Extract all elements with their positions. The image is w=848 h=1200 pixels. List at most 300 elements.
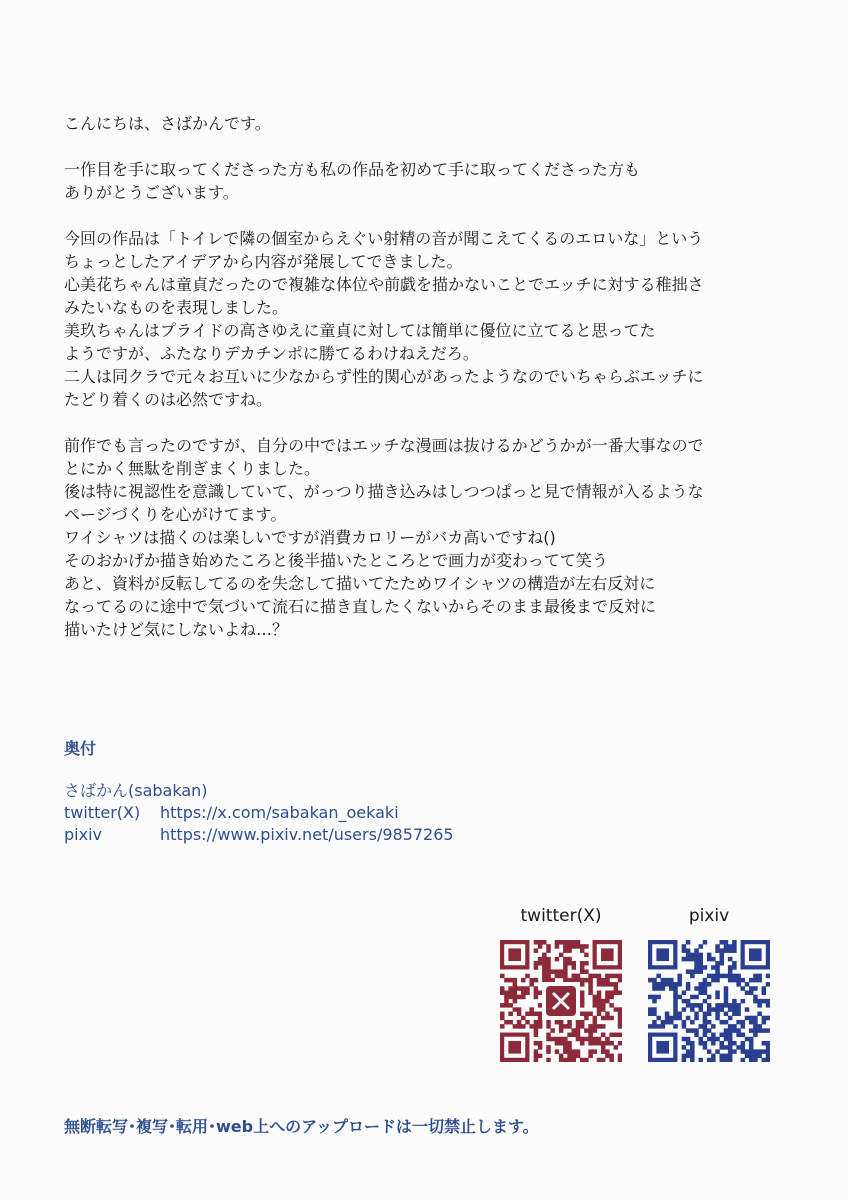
qr-module [534, 995, 539, 1000]
qr-module [521, 1016, 526, 1021]
qr-module [605, 974, 610, 979]
qr-module [694, 969, 699, 974]
qr-module [766, 974, 770, 979]
qr-module [609, 1054, 614, 1059]
qr-module [567, 1020, 572, 1025]
qr-module [682, 1007, 687, 1012]
qr-module [517, 1007, 522, 1012]
qr-module [555, 1049, 560, 1054]
qr-module [724, 1045, 729, 1050]
qr-module [690, 974, 695, 979]
qr-module [762, 1016, 767, 1021]
qr-module [694, 965, 699, 970]
qr-module [690, 1045, 695, 1050]
qr-module [576, 1054, 581, 1059]
qr-module [546, 961, 551, 966]
paragraph-line: なってるのに途中で気づいて流石に描き直したくないからそのまま最後まで反対に [64, 597, 657, 616]
paragraph-line: とにかく無駄を削ぎまくりました。 [64, 459, 321, 478]
qr-module [703, 999, 708, 1004]
qr-module [572, 974, 577, 979]
qr-module [741, 1033, 746, 1038]
qr-module [686, 1037, 691, 1042]
qr-module [757, 1028, 762, 1033]
qr-module [508, 1012, 513, 1017]
qr-module [580, 1024, 585, 1029]
qr-module [618, 1024, 622, 1029]
qr-module [749, 1049, 754, 1054]
qr-module [703, 986, 708, 991]
qr-module [580, 969, 585, 974]
qr-module [745, 990, 750, 995]
qr-module [724, 995, 729, 1000]
qr-module [753, 1033, 758, 1038]
qr-module [673, 982, 678, 987]
qr-module [517, 995, 522, 1000]
qr-module [732, 1041, 737, 1046]
thanks-line: 一作目を手に取ってくださった方も私の作品を初めて手に取ってくださった方も [64, 160, 641, 179]
qr-module [720, 1054, 725, 1059]
qr-module [728, 965, 733, 970]
pixiv-row [64, 824, 454, 846]
qr-module [567, 1033, 572, 1038]
qr-module [597, 1037, 602, 1042]
thanks-line: ありがとうございます。 [64, 183, 239, 202]
qr-module [534, 1049, 539, 1054]
qr-module [572, 944, 577, 949]
qr-module [605, 999, 610, 1004]
qr-module [711, 974, 716, 979]
qr-module [576, 1033, 581, 1038]
qr-module [618, 1020, 622, 1025]
qr-module [703, 1012, 708, 1017]
qr-module [546, 948, 551, 953]
qr-module [525, 986, 530, 991]
qr-module [605, 1012, 610, 1017]
qr-module [618, 990, 622, 995]
qr-module [741, 1024, 746, 1029]
qr-module [728, 1003, 733, 1008]
qr-module [728, 969, 733, 974]
qr-module [601, 1024, 606, 1029]
qr-module [618, 1041, 622, 1046]
qr-module [525, 1012, 530, 1017]
qr-module [572, 1058, 577, 1062]
qr-module [753, 1024, 758, 1029]
qr-module [766, 1058, 770, 1062]
qr-module [661, 986, 666, 991]
qr-module [559, 1041, 564, 1046]
qr-module [567, 1049, 572, 1054]
qr-module [715, 1003, 720, 1008]
qr-module [690, 1058, 695, 1062]
qr-module [538, 1041, 543, 1046]
qr-module [715, 1049, 720, 1054]
qr-module [572, 1033, 577, 1038]
qr-module [703, 1045, 708, 1050]
qr-module [555, 940, 560, 945]
qr-module [609, 1016, 614, 1021]
qr-module [538, 957, 543, 962]
qr-module [618, 974, 622, 979]
qr-module [749, 1045, 754, 1050]
qr-module [588, 1049, 593, 1054]
qr-module [521, 995, 526, 1000]
qr-module [707, 957, 712, 962]
qr-module [757, 974, 762, 979]
qr-module [601, 1003, 606, 1008]
qr-module [724, 990, 729, 995]
qr-finder-core [656, 948, 669, 961]
qr-module [694, 1003, 699, 1008]
qr-module [508, 978, 513, 983]
qr-module [609, 1033, 614, 1038]
paragraph-line: たどり着くのは必然ですね。 [64, 390, 273, 409]
qr-module [580, 978, 585, 983]
paragraph-line: そのおかげか描き始めたころと後半描いたところとで画力が変わってて笑う [64, 551, 608, 570]
qr-module [593, 995, 598, 1000]
qr-module [690, 953, 695, 958]
qr-module [609, 974, 614, 979]
qr-module [572, 1028, 577, 1033]
qr-module [605, 982, 610, 987]
qr-module [593, 1037, 598, 1042]
qr-module [534, 986, 539, 991]
qr-module [720, 957, 725, 962]
pixiv-qr-code-icon[interactable] [648, 940, 770, 1062]
qr-module [753, 1049, 758, 1054]
qr-module [521, 986, 526, 991]
qr-module [757, 999, 762, 1004]
qr-module [724, 974, 729, 979]
qr-module [732, 1012, 737, 1017]
qr-module [753, 1058, 758, 1062]
qr-module [732, 944, 737, 949]
qr-module [593, 1003, 598, 1008]
qr-module [720, 1020, 725, 1025]
qr-module [513, 978, 518, 983]
qr-module [753, 995, 758, 1000]
qr-module [567, 944, 572, 949]
twitter-qr-label: twitter(X) [520, 906, 602, 926]
qr-module [698, 1007, 703, 1012]
qr-module [762, 1041, 767, 1046]
qr-module [665, 982, 670, 987]
qr-module [749, 1041, 754, 1046]
qr-module [661, 1024, 666, 1029]
qr-module [724, 1028, 729, 1033]
qr-module [762, 1020, 767, 1025]
qr-finder-core [508, 1041, 521, 1054]
qr-module [741, 1058, 746, 1062]
qr-module [728, 1058, 733, 1062]
qr-module [766, 1045, 770, 1050]
qr-module [686, 1003, 691, 1008]
qr-module [580, 1003, 585, 1008]
qr-module [682, 999, 687, 1004]
qr-module [576, 978, 581, 983]
paragraph-line: 二人は同クラで元々お互いに少なからず性的関心があったようなのでいちゃらぶエッチに [64, 367, 704, 386]
paragraph-line: 描いたけど気にしないよね…？ [64, 620, 289, 639]
qr-module [741, 1049, 746, 1054]
qr-module [601, 1007, 606, 1012]
qr-module [677, 1016, 682, 1021]
qr-module [715, 990, 720, 995]
qr-module [703, 1024, 708, 1029]
qr-module [656, 974, 661, 979]
qr-module [652, 995, 657, 1000]
qr-module [724, 940, 729, 945]
qr-module [665, 1020, 670, 1025]
qr-module [521, 990, 526, 995]
qr-module [513, 999, 518, 1004]
qr-module [609, 1003, 614, 1008]
paragraph-line: ようですが、ふたなりデカチンポに勝てるわけねえだろ。 [64, 344, 479, 363]
qr-module [609, 1058, 614, 1062]
qr-module [580, 944, 585, 949]
qr-module [690, 1041, 695, 1046]
qr-module [694, 953, 699, 958]
qr-module [707, 1007, 712, 1012]
qr-module [614, 982, 619, 987]
qr-module [707, 953, 712, 958]
qr-module [762, 986, 767, 991]
qr-module [707, 995, 712, 1000]
qr-module [529, 1007, 534, 1012]
qr-module [690, 1054, 695, 1059]
qr-module [588, 978, 593, 983]
qr-module [711, 978, 716, 983]
qr-module [703, 940, 708, 945]
qr-module [694, 1028, 699, 1033]
pixiv-label: pixiv [64, 825, 102, 844]
twitter-qr-code-icon[interactable] [500, 940, 622, 1062]
paragraph-line: 後は特に視認性を意識していて、がっつり描き込みはしつつぱっと見で情報が入るような [64, 482, 704, 501]
qr-module [673, 995, 678, 1000]
qr-module [614, 1033, 619, 1038]
qr-module [690, 1003, 695, 1008]
qr-module [580, 995, 585, 1000]
qr-module [513, 1007, 518, 1012]
qr-module [728, 944, 733, 949]
qr-module [677, 1012, 682, 1017]
qr-module [563, 957, 568, 962]
qr-module [563, 978, 568, 983]
qr-module [703, 1041, 708, 1046]
qr-module [703, 990, 708, 995]
qr-module [567, 961, 572, 966]
qr-module [580, 1058, 585, 1062]
qr-module [588, 1012, 593, 1017]
qr-module [609, 1041, 614, 1046]
qr-module [546, 1058, 551, 1062]
qr-module [559, 953, 564, 958]
qr-module [749, 978, 754, 983]
qr-module [707, 1058, 712, 1062]
qr-module [732, 940, 737, 945]
qr-module [534, 1041, 539, 1046]
qr-module [707, 1012, 712, 1017]
qr-module [762, 1049, 767, 1054]
qr-module [665, 1012, 670, 1017]
qr-module [525, 974, 530, 979]
qr-module [661, 1020, 666, 1025]
qr-module [698, 969, 703, 974]
qr-module [715, 974, 720, 979]
qr-module [555, 1041, 560, 1046]
qr-module [711, 1037, 716, 1042]
qr-module [720, 953, 725, 958]
qr-module [694, 961, 699, 966]
paragraph-line: ワイシャツは描くのは楽しいですが消費カロリーがバカ高いですね() [64, 528, 556, 547]
qr-module [753, 974, 758, 979]
qr-module [555, 974, 560, 979]
qr-module [682, 944, 687, 949]
qr-module [538, 1054, 543, 1059]
qr-module [698, 982, 703, 987]
qr-module [550, 1037, 555, 1042]
qr-module [757, 1024, 762, 1029]
qr-module [703, 978, 708, 983]
qr-module [720, 974, 725, 979]
qr-module [580, 961, 585, 966]
qr-module [724, 944, 729, 949]
qr-module [576, 1020, 581, 1025]
colophon [64, 738, 454, 846]
qr-module [715, 944, 720, 949]
qr-module [567, 940, 572, 945]
qr-module [732, 965, 737, 970]
qr-module [736, 978, 741, 983]
twitter-row [64, 802, 454, 824]
qr-module [601, 978, 606, 983]
qr-module [707, 1037, 712, 1042]
qr-module [749, 986, 754, 991]
qr-module [732, 961, 737, 966]
qr-module [652, 999, 657, 1004]
qr-module [732, 1049, 737, 1054]
qr-module [614, 990, 619, 995]
qr-module [749, 1054, 754, 1059]
qr-module [517, 1020, 522, 1025]
qr-module [618, 1054, 622, 1059]
qr-module [661, 982, 666, 987]
qr-module [576, 974, 581, 979]
qr-module [724, 1012, 729, 1017]
qr-module [682, 990, 687, 995]
qr-finder-core [656, 1041, 669, 1054]
qr-module [715, 965, 720, 970]
qr-module [538, 990, 543, 995]
qr-module [555, 957, 560, 962]
qr-module [757, 978, 762, 983]
qr-module [736, 1033, 741, 1038]
qr-module [652, 1012, 657, 1017]
qr-module [563, 1045, 568, 1050]
qr-module [686, 957, 691, 962]
paragraph-line: みたいなものを表現しました。 [64, 298, 289, 317]
qr-module [745, 982, 750, 987]
qr-module [576, 1049, 581, 1054]
qr-module [618, 978, 622, 983]
qr-module [715, 969, 720, 974]
qr-module [736, 1028, 741, 1033]
twitter-qr-block [496, 902, 626, 1062]
qr-module [504, 995, 509, 1000]
qr-module [656, 986, 661, 991]
qr-module [534, 1054, 539, 1059]
qr-module [584, 969, 589, 974]
qr-module [766, 1041, 770, 1046]
qr-module [724, 1054, 729, 1059]
qr-module [572, 1049, 577, 1054]
paragraph-line: 美玖ちゃんはプライドの高さゆえに童貞に対しては簡単に優位に立てると思ってた [64, 321, 656, 340]
qr-module [508, 1003, 513, 1008]
qr-module [682, 1058, 687, 1062]
twitter-link[interactable]: https://x.com/sabakan_oekaki [160, 803, 399, 822]
afterword-text [64, 112, 804, 641]
pixiv-qr-label: pixiv [688, 906, 730, 926]
qr-module [588, 1041, 593, 1046]
qr-module [686, 1028, 691, 1033]
qr-module [504, 999, 509, 1004]
qr-module [588, 1024, 593, 1029]
qr-module [698, 965, 703, 970]
qr-module [707, 1028, 712, 1033]
qr-module [504, 1003, 509, 1008]
qr-module [652, 982, 657, 987]
qr-module [682, 1054, 687, 1059]
qr-module [508, 995, 513, 1000]
qr-module [542, 953, 547, 958]
qr-module [542, 965, 547, 970]
qr-module [728, 1007, 733, 1012]
qr-module [694, 1016, 699, 1021]
qr-module [500, 974, 505, 979]
qr-module [534, 978, 539, 983]
qr-finder-core [508, 948, 521, 961]
qr-module [542, 969, 547, 974]
qr-module [648, 1012, 653, 1017]
qr-module [698, 957, 703, 962]
qr-module [749, 1058, 754, 1062]
qr-module [500, 1003, 505, 1008]
qr-module [597, 978, 602, 983]
qr-module [720, 1045, 725, 1050]
qr-module [546, 1020, 551, 1025]
qr-module [546, 978, 551, 983]
qr-module [500, 990, 505, 995]
pixiv-link[interactable]: https://www.pixiv.net/users/9857265 [160, 825, 454, 844]
qr-module [682, 957, 687, 962]
qr-module [724, 1033, 729, 1038]
qr-module [690, 957, 695, 962]
qr-module [576, 940, 581, 945]
qr-module [715, 1037, 720, 1042]
qr-module [703, 965, 708, 970]
copyright-notice: 無断転写･複写･転用･web上へのアップロードは一切禁止します。 [64, 1117, 539, 1136]
qr-module [572, 1054, 577, 1059]
qr-module [605, 1049, 610, 1054]
qr-module [677, 995, 682, 1000]
qr-module [698, 990, 703, 995]
qr-module [711, 1041, 716, 1046]
qr-module [580, 965, 585, 970]
qr-module [580, 1020, 585, 1025]
qr-module [618, 1016, 622, 1021]
qr-module [728, 1049, 733, 1054]
qr-module [715, 1012, 720, 1017]
qr-module [534, 961, 539, 966]
